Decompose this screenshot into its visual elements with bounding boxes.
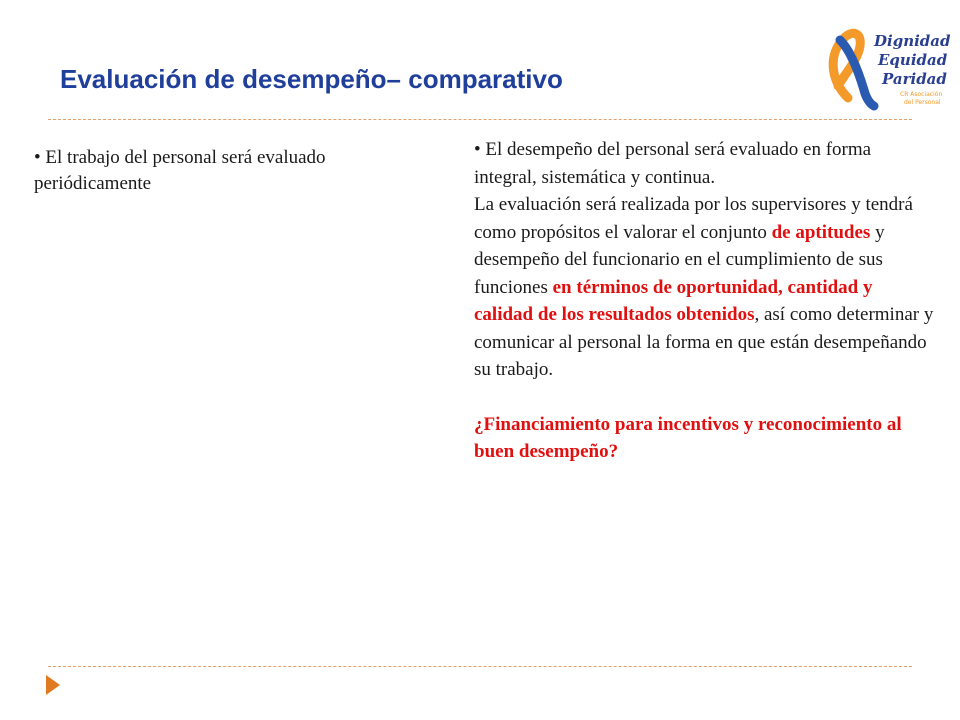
bullet: •: [474, 139, 481, 160]
p2-emphasis-terminos: en términos de oportunidad, cantidad y calidad de los resultados obtenidos: [474, 276, 873, 325]
bottom-divider: [48, 666, 912, 667]
spacer: [474, 384, 934, 411]
logo-sub-2: del Personal: [904, 99, 941, 106]
p2-emphasis-aptitudes: de aptitudes: [771, 221, 871, 243]
p2-text-a: La evaluación será realizada por los supervisores y tendrá como propósitos el valorar el conjunto: [474, 194, 913, 243]
right-paragraph-2: [474, 191, 934, 384]
left-column-text: El trabajo del personal será evaluado periódicamente: [34, 147, 326, 194]
slide-title: Evaluación de desempeño– comparativo: [60, 64, 563, 94]
right-paragraph-1-text: El desempeño del personal será evaluado en forma integral, sistemática y continua.: [474, 139, 872, 188]
triangle-arrow-icon: [46, 675, 60, 695]
logo-line-1: Dignidad: [874, 32, 951, 50]
dignidad-equidad-paridad-logo: [818, 20, 951, 112]
right-column: [474, 136, 934, 466]
logo-sub-1: CR Asociación: [900, 91, 943, 98]
financing-question: ¿Financiamiento para incentivos y reconocimiento al buen desempeño?: [474, 413, 902, 462]
left-column: [34, 145, 424, 197]
p2-text-b: y desempeño del funcionario en el cumplimiento de sus funciones: [474, 221, 885, 298]
top-divider: [48, 119, 912, 120]
p2-text-c: , así como determinar y comunicar al personal la forma en que están desempeñando su trabajo.: [474, 304, 934, 380]
logo-line-2: Equidad: [878, 51, 948, 69]
bullet: •: [34, 147, 41, 168]
right-paragraph-1: [474, 136, 934, 191]
logo-line-3: Paridad: [882, 70, 947, 88]
